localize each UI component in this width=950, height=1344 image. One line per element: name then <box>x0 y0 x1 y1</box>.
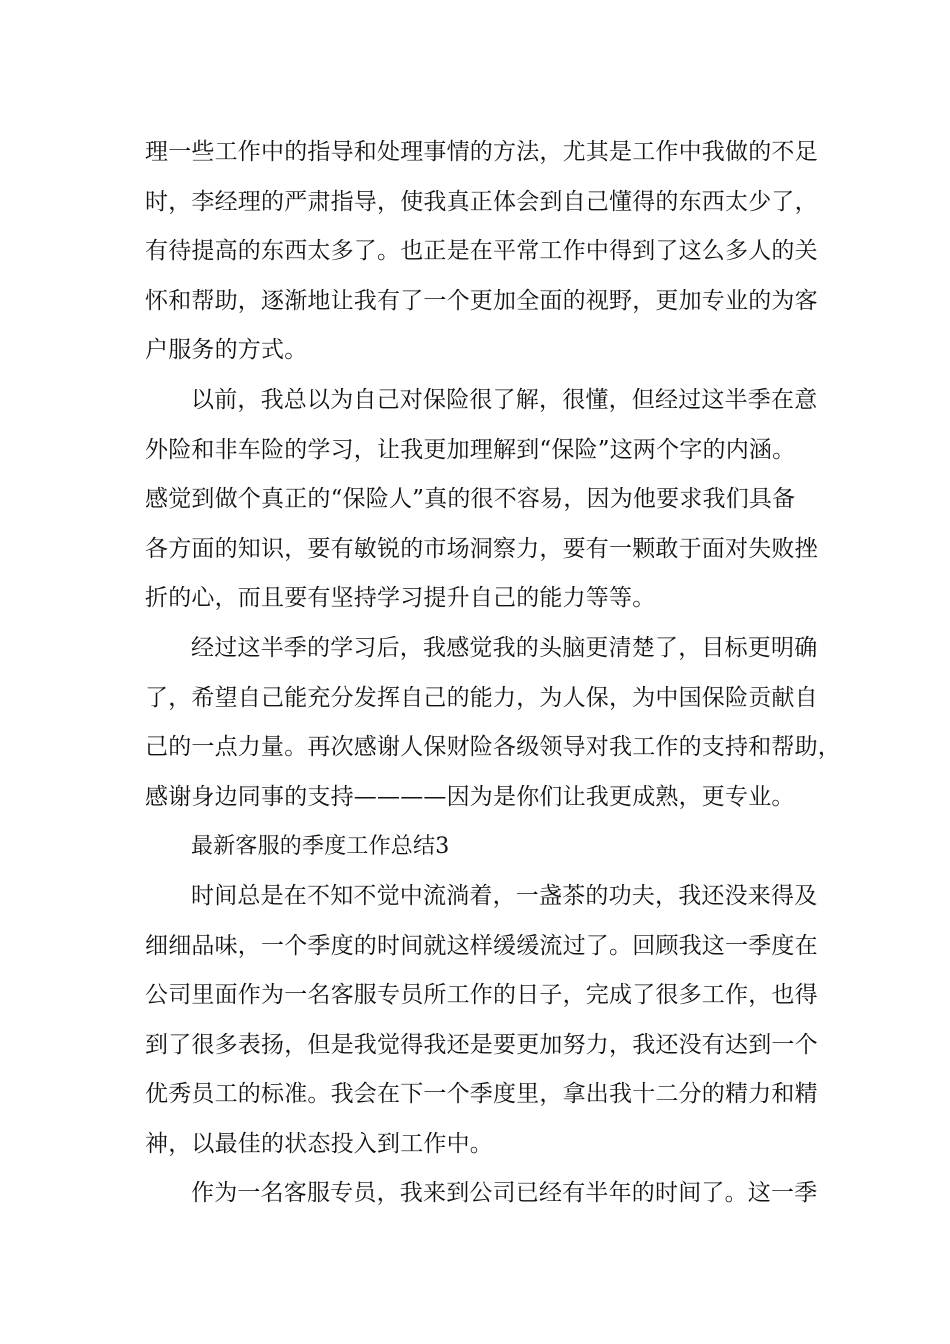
text-line: 理一些工作中的指导和处理事情的方法，尤其是工作中我做的不足 <box>145 139 818 165</box>
text-line: 公司里面作为一名客服专员所工作的日子，完成了很多工作，也得 <box>145 982 818 1009</box>
text-line: 到了很多表扬，但是我觉得我还是要更加努力，我还没有达到一个 <box>145 1031 818 1058</box>
text-line: 感觉到做个真正的“保险人”真的很不容易，因为他要求我们具备 <box>145 486 796 513</box>
text-line: 细细品味，一个季度的时间就这样缓缓流过了。回顾我这一季度在 <box>145 932 818 959</box>
text-line: 经过这半季的学习后，我感觉我的头脑更清楚了，目标更明确 <box>191 634 818 661</box>
text-line: 户服务的方式。 <box>145 337 308 364</box>
text-line: 以前，我总以为自己对保险很了解，很懂，但经过这半季在意 <box>191 386 818 413</box>
text-line: 优秀员工的标准。我会在下一个季度里，拿出我十二分的精力和精 <box>145 1081 818 1108</box>
text-line: 了，希望自己能充分发挥自己的能力，为人保，为中国保险贡献自 <box>145 684 818 711</box>
text-line: 怀和帮助，逐渐地让我有了一个更加全面的视野，更加专业的为客 <box>145 287 818 314</box>
text-line: 时间总是在不知不觉中流淌着，一盏茶的功夫，我还没来得及 <box>191 882 818 909</box>
text-line: 折的心，而且要有坚持学习提升自己的能力等等。 <box>145 585 656 612</box>
section-heading: 最新客服的季度工作总结3 <box>191 834 450 860</box>
text-line: 有待提高的东西太多了。也正是在平常工作中得到了这么多人的关 <box>145 238 818 265</box>
text-line: 各方面的知识，要有敏锐的市场洞察力，要有一颗敢于面对失败挫 <box>145 535 818 562</box>
text-line: 己的一点力量。再次感谢人保财险各级领导对我工作的支持和帮助， <box>145 734 841 761</box>
document-body <box>145 128 841 1219</box>
text-line: 神，以最佳的状态投入到工作中。 <box>145 1130 493 1157</box>
text-line: 感谢身边同事的支持————因为是你们让我更成熟，更专业。 <box>145 783 795 810</box>
text-line: 时，李经理的严肃指导，使我真正体会到自己懂得的东西太少了， <box>145 188 818 215</box>
text-line: 外险和非车险的学习，让我更加理解到“保险”这两个字的内涵。 <box>145 436 796 463</box>
text-line: 作为一名客服专员，我来到公司已经有半年的时间了。这一季 <box>191 1180 818 1207</box>
